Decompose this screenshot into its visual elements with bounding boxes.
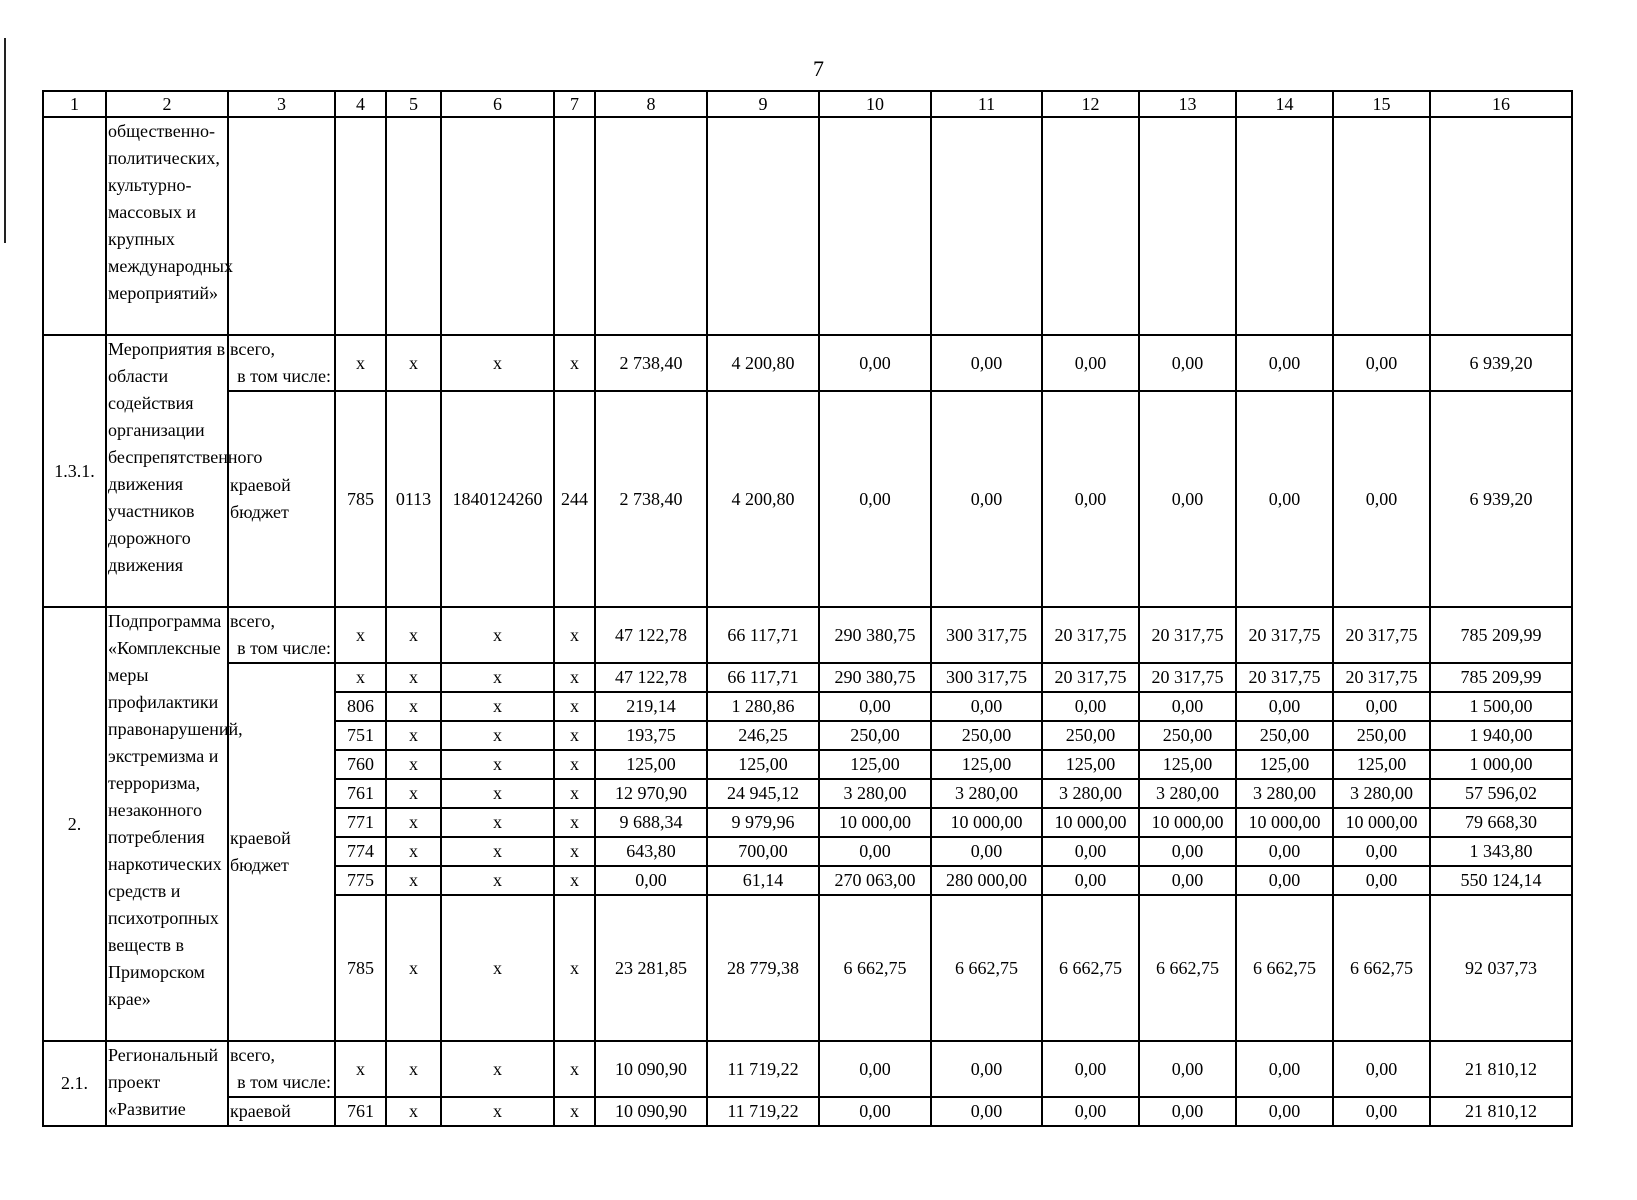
table-cell: 10 000,00 xyxy=(1333,808,1430,837)
table-cell: 246,25 xyxy=(707,721,819,750)
table-cell: 1 280,86 xyxy=(707,692,819,721)
table-cell: 3 280,00 xyxy=(819,779,931,808)
table-cell: x xyxy=(554,692,595,721)
row-number: 2. xyxy=(43,607,106,1041)
table-cell: 0,00 xyxy=(819,335,931,391)
table-cell: x xyxy=(386,692,441,721)
table-cell: 0,00 xyxy=(1333,692,1430,721)
table-cell: x xyxy=(441,837,554,866)
table-cell: 125,00 xyxy=(1333,750,1430,779)
table-cell: 11 719,22 xyxy=(707,1097,819,1126)
table-cell: 10 000,00 xyxy=(1042,808,1139,837)
header-cell: 6 xyxy=(441,91,554,117)
table-cell: x xyxy=(554,1041,595,1097)
table-cell: 0,00 xyxy=(1333,837,1430,866)
table-cell: 10 000,00 xyxy=(819,808,931,837)
table-cell: 0,00 xyxy=(1139,391,1236,607)
header-cell: 8 xyxy=(595,91,707,117)
table-cell: 4 200,80 xyxy=(707,335,819,391)
table-cell: 6 662,75 xyxy=(1236,895,1333,1041)
table-cell: 125,00 xyxy=(1139,750,1236,779)
table-cell: 0,00 xyxy=(931,1097,1042,1126)
table-cell: 785 209,99 xyxy=(1430,607,1572,663)
table-cell: x xyxy=(441,692,554,721)
table-cell: 20 317,75 xyxy=(1236,607,1333,663)
table-cell: x xyxy=(554,607,595,663)
table-cell: 2 738,40 xyxy=(595,335,707,391)
table-cell: x xyxy=(554,335,595,391)
table-cell: 9 979,96 xyxy=(707,808,819,837)
table-cell: 761 xyxy=(335,1097,386,1126)
table-cell: x xyxy=(554,837,595,866)
table-cell: 57 596,02 xyxy=(1430,779,1572,808)
table-cell: 0,00 xyxy=(1333,1041,1430,1097)
header-cell: 16 xyxy=(1430,91,1572,117)
table-cell: 0,00 xyxy=(1139,866,1236,895)
table-cell: 0,00 xyxy=(1333,335,1430,391)
table-cell: 0,00 xyxy=(819,1041,931,1097)
table-cell: 751 xyxy=(335,721,386,750)
table-cell: 125,00 xyxy=(595,750,707,779)
table-cell: 219,14 xyxy=(595,692,707,721)
table-cell: 550 124,14 xyxy=(1430,866,1572,895)
table-cell: x xyxy=(335,335,386,391)
table-cell: 250,00 xyxy=(1236,721,1333,750)
table-cell: x xyxy=(335,663,386,692)
table-cell: 24 945,12 xyxy=(707,779,819,808)
table-cell: 66 117,71 xyxy=(707,607,819,663)
table-row xyxy=(43,1097,1572,1126)
row-number: 1.3.1. xyxy=(43,335,106,607)
table-cell: 6 939,20 xyxy=(1430,391,1572,607)
table-cell: 10 090,90 xyxy=(595,1097,707,1126)
table-cell: x xyxy=(386,663,441,692)
header-cell: 14 xyxy=(1236,91,1333,117)
table-cell: 3 280,00 xyxy=(1236,779,1333,808)
table-cell: 10 090,90 xyxy=(595,1041,707,1097)
table-cell: 300 317,75 xyxy=(931,663,1042,692)
table-cell: 0,00 xyxy=(819,837,931,866)
table-cell: x xyxy=(386,837,441,866)
table-cell: 28 779,38 xyxy=(707,895,819,1041)
table-cell: 79 668,30 xyxy=(1430,808,1572,837)
table-row xyxy=(43,607,1572,663)
table-cell: 20 317,75 xyxy=(1042,607,1139,663)
measure-name: Мероприятия в области содействия организации беспрепятственного движения участников дорожного движения xyxy=(106,335,228,607)
table-cell: 0,00 xyxy=(1333,1097,1430,1126)
header-cell: 13 xyxy=(1139,91,1236,117)
table-cell: x xyxy=(386,607,441,663)
table-cell: 1 000,00 xyxy=(1430,750,1572,779)
table-cell: 0,00 xyxy=(1042,692,1139,721)
table-cell: x xyxy=(441,750,554,779)
page-number: 7 xyxy=(813,56,824,81)
table-cell: 0,00 xyxy=(1042,866,1139,895)
table-cell: x xyxy=(386,808,441,837)
table-cell: 0,00 xyxy=(931,335,1042,391)
table-cell: 0,00 xyxy=(1042,1041,1139,1097)
table-cell: x xyxy=(441,721,554,750)
table-cell: 0,00 xyxy=(1333,866,1430,895)
table-cell: 0,00 xyxy=(1139,692,1236,721)
table-cell: 0,00 xyxy=(1042,1097,1139,1126)
table-cell: 806 xyxy=(335,692,386,721)
table-cell: 0,00 xyxy=(1236,692,1333,721)
table-cell: 3 280,00 xyxy=(1333,779,1430,808)
table-cell: 1 940,00 xyxy=(1430,721,1572,750)
table-cell: 23 281,85 xyxy=(595,895,707,1041)
table-cell: 643,80 xyxy=(595,837,707,866)
table-row xyxy=(43,1041,1572,1097)
table-cell: 9 688,34 xyxy=(595,808,707,837)
table-cell: 0,00 xyxy=(595,866,707,895)
header-cell: 1 xyxy=(43,91,106,117)
table-cell: x xyxy=(441,895,554,1041)
table-cell: 0,00 xyxy=(1042,335,1139,391)
table-cell: 21 810,12 xyxy=(1430,1097,1572,1126)
table-cell: x xyxy=(386,866,441,895)
table-cell: 0,00 xyxy=(1236,866,1333,895)
table-cell: 3 280,00 xyxy=(931,779,1042,808)
header-cell: 9 xyxy=(707,91,819,117)
header-cell: 11 xyxy=(931,91,1042,117)
table-cell: x xyxy=(554,779,595,808)
table-cell: 6 939,20 xyxy=(1430,335,1572,391)
table-cell: 290 380,75 xyxy=(819,607,931,663)
funding-source: краевой бюджет xyxy=(228,391,335,607)
table-cell: 785 209,99 xyxy=(1430,663,1572,692)
table-cell: x xyxy=(386,335,441,391)
table-cell: 92 037,73 xyxy=(1430,895,1572,1041)
measure-name: Региональный проект «Развитие xyxy=(106,1041,228,1126)
table-cell: 20 317,75 xyxy=(1139,607,1236,663)
header-cell: 12 xyxy=(1042,91,1139,117)
header-cell: 2 xyxy=(106,91,228,117)
table-cell: 3 280,00 xyxy=(1139,779,1236,808)
measure-name: общественно-политических, культурно-массовых и крупных международных мероприятий» xyxy=(106,117,228,335)
table-cell: 1840124260 xyxy=(441,391,554,607)
table-cell: 0,00 xyxy=(819,692,931,721)
table-cell: 125,00 xyxy=(707,750,819,779)
table-cell: 6 662,75 xyxy=(1333,895,1430,1041)
table-cell: x xyxy=(554,808,595,837)
table-cell: 0,00 xyxy=(1139,335,1236,391)
table-cell: 10 000,00 xyxy=(1236,808,1333,837)
table-cell: x xyxy=(441,779,554,808)
table-cell: x xyxy=(441,1041,554,1097)
table-cell: 760 xyxy=(335,750,386,779)
header-row xyxy=(43,91,1572,117)
table-cell: x xyxy=(335,607,386,663)
total-label: всего, в том числе: xyxy=(228,607,335,663)
table-cell: 0113 xyxy=(386,391,441,607)
table-cell: x xyxy=(386,895,441,1041)
table-cell: 125,00 xyxy=(1042,750,1139,779)
table-cell: x xyxy=(554,663,595,692)
table-cell: 785 xyxy=(335,895,386,1041)
budget-table xyxy=(42,90,1573,1127)
table-cell: x xyxy=(441,866,554,895)
header-cell: 7 xyxy=(554,91,595,117)
table-cell: 0,00 xyxy=(1042,391,1139,607)
table-cell: 300 317,75 xyxy=(931,607,1042,663)
funding-source: краевой xyxy=(228,1097,335,1126)
table-cell: 700,00 xyxy=(707,837,819,866)
table-cell: x xyxy=(554,750,595,779)
measure-name: Подпрограмма «Комплексные меры профилактики правонарушений, экстремизма и терроризма, незаконного потребления наркотических средств и психотропных веществ в Приморском крае» xyxy=(106,607,228,1041)
table-cell: x xyxy=(441,607,554,663)
header-cell: 3 xyxy=(228,91,335,117)
total-label: всего, в том числе: xyxy=(228,335,335,391)
table-cell: x xyxy=(554,895,595,1041)
table-cell: 244 xyxy=(554,391,595,607)
table-cell: 0,00 xyxy=(1236,1097,1333,1126)
table-cell: 12 970,90 xyxy=(595,779,707,808)
table-cell: 6 662,75 xyxy=(1042,895,1139,1041)
table-cell: 6 662,75 xyxy=(819,895,931,1041)
table-cell: 3 280,00 xyxy=(1042,779,1139,808)
table-row xyxy=(43,335,1572,391)
table-cell: x xyxy=(554,1097,595,1126)
table-cell: 250,00 xyxy=(931,721,1042,750)
table-cell: 250,00 xyxy=(1333,721,1430,750)
table-cell: 0,00 xyxy=(819,391,931,607)
table-cell: x xyxy=(441,663,554,692)
table-cell: 775 xyxy=(335,866,386,895)
total-label: всего, в том числе: xyxy=(228,1041,335,1097)
table-cell: 11 719,22 xyxy=(707,1041,819,1097)
table-cell: 0,00 xyxy=(1042,837,1139,866)
table-cell: 270 063,00 xyxy=(819,866,931,895)
funding-source: краевой бюджет xyxy=(228,663,335,1041)
table-cell: 20 317,75 xyxy=(1042,663,1139,692)
table-cell: 250,00 xyxy=(1042,721,1139,750)
table-cell: 1 343,80 xyxy=(1430,837,1572,866)
table-cell: 0,00 xyxy=(1236,391,1333,607)
table-cell: 66 117,71 xyxy=(707,663,819,692)
table-cell: 21 810,12 xyxy=(1430,1041,1572,1097)
table-cell: 125,00 xyxy=(931,750,1042,779)
table-cell: 250,00 xyxy=(1139,721,1236,750)
table-cell: 0,00 xyxy=(1139,837,1236,866)
table-cell: x xyxy=(554,721,595,750)
table-cell: 0,00 xyxy=(1236,335,1333,391)
table-cell: 4 200,80 xyxy=(707,391,819,607)
table-cell: 0,00 xyxy=(931,1041,1042,1097)
table-cell: 290 380,75 xyxy=(819,663,931,692)
header-cell: 10 xyxy=(819,91,931,117)
table-cell: 250,00 xyxy=(819,721,931,750)
table-cell: 20 317,75 xyxy=(1333,607,1430,663)
table-cell: 0,00 xyxy=(819,1097,931,1126)
table-cell: x xyxy=(386,1041,441,1097)
table-cell: x xyxy=(441,808,554,837)
table-cell: 774 xyxy=(335,837,386,866)
table-cell: 0,00 xyxy=(1139,1097,1236,1126)
table-cell: 0,00 xyxy=(1333,391,1430,607)
table-cell: 0,00 xyxy=(1236,1041,1333,1097)
table-row xyxy=(43,117,1572,335)
table-row xyxy=(43,663,1572,692)
table-cell: 280 000,00 xyxy=(931,866,1042,895)
table-cell: 0,00 xyxy=(1139,1041,1236,1097)
table-cell: 6 662,75 xyxy=(1139,895,1236,1041)
table-cell: 6 662,75 xyxy=(931,895,1042,1041)
table-cell: 20 317,75 xyxy=(1236,663,1333,692)
table-cell: 61,14 xyxy=(707,866,819,895)
table-cell: 193,75 xyxy=(595,721,707,750)
table-cell: 10 000,00 xyxy=(931,808,1042,837)
table-cell: x xyxy=(386,1097,441,1126)
row-number: 2.1. xyxy=(43,1041,106,1126)
table-cell: 20 317,75 xyxy=(1139,663,1236,692)
table-cell: 47 122,78 xyxy=(595,663,707,692)
table-cell: x xyxy=(554,866,595,895)
table-row xyxy=(43,391,1572,607)
table-cell: 2 738,40 xyxy=(595,391,707,607)
table-cell: 785 xyxy=(335,391,386,607)
table-cell: 0,00 xyxy=(931,391,1042,607)
table-cell: x xyxy=(386,721,441,750)
table-cell: 10 000,00 xyxy=(1139,808,1236,837)
table-cell: x xyxy=(335,1041,386,1097)
table-cell: x xyxy=(441,1097,554,1126)
table-cell: 771 xyxy=(335,808,386,837)
table-cell: 20 317,75 xyxy=(1333,663,1430,692)
table-cell: x xyxy=(386,779,441,808)
header-cell: 5 xyxy=(386,91,441,117)
table-cell: 0,00 xyxy=(931,692,1042,721)
table-cell: 125,00 xyxy=(1236,750,1333,779)
table-cell: 0,00 xyxy=(931,837,1042,866)
table-cell: 0,00 xyxy=(1236,837,1333,866)
table-cell: 47 122,78 xyxy=(595,607,707,663)
table-cell: x xyxy=(386,750,441,779)
header-cell: 15 xyxy=(1333,91,1430,117)
header-cell: 4 xyxy=(335,91,386,117)
table-cell: 1 500,00 xyxy=(1430,692,1572,721)
table-cell: 761 xyxy=(335,779,386,808)
table-cell: 125,00 xyxy=(819,750,931,779)
table-cell: x xyxy=(441,335,554,391)
